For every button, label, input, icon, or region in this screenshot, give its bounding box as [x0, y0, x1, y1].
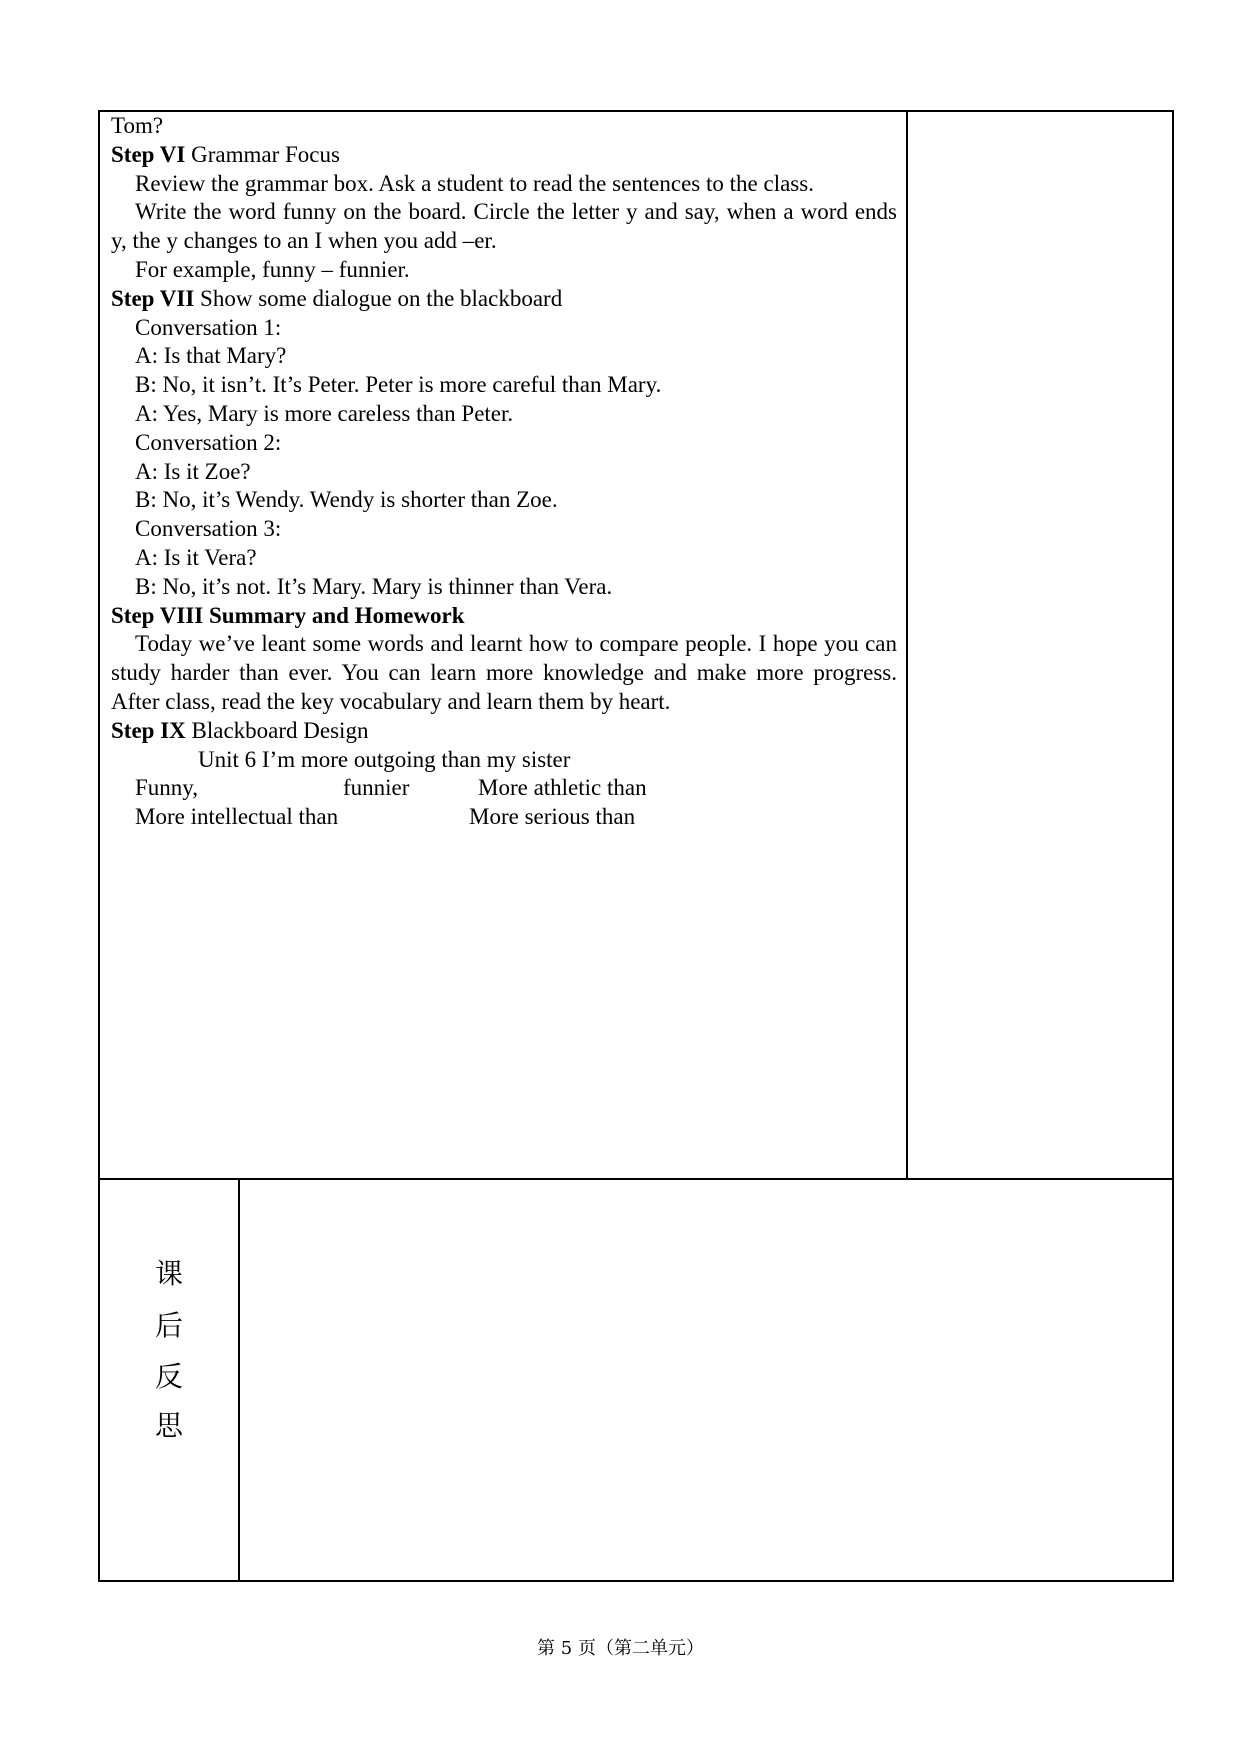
dialogue-line: B: No, it’s Wendy. Wendy is shorter than Zoe. [135, 487, 558, 513]
board-title: Unit 6 I’m more outgoing than my sister [198, 746, 571, 772]
dialogue-line: A: Is it Vera? [135, 544, 257, 570]
dialogue-line: B: No, it isn’t. It’s Peter. Peter is more careful than Mary. [135, 372, 662, 398]
step-heading [111, 285, 897, 314]
step-title: Blackboard Design [185, 717, 369, 743]
reflection-content-cell [240, 1180, 1174, 1582]
reflection-char-1: 课 [154, 1257, 183, 1290]
conversation-title: Conversation 3: [135, 516, 282, 542]
paragraph: For example, funny – funnier. [135, 256, 410, 282]
notes-cell [908, 110, 1174, 1180]
reflection-char-4: 思 [154, 1409, 183, 1442]
lesson-text [111, 112, 897, 832]
paragraph: Today we’ve leant some words and learnt how to compare people. I hope you can study harder than ever. You can learn more knowledge and make more progress. After class, read the key vocabulary and learn them by heart. [111, 631, 897, 714]
step-label: Step VII [111, 285, 195, 311]
dialogue-line: A: Is that Mary? [135, 343, 287, 369]
reflection-label-cell [98, 1180, 240, 1582]
dialogue-line: A: Yes, Mary is more careless than Peter. [135, 400, 514, 426]
board-row [111, 774, 897, 803]
step-label: Step IX [111, 717, 186, 743]
step-label: Step VI [111, 141, 186, 167]
paragraph: Review the grammar box. Ask a student to read the sentences to the class. [135, 170, 814, 196]
text-line: Tom? [111, 113, 164, 138]
board-row [111, 803, 897, 832]
board-item: More intellectual than [135, 804, 339, 830]
conversation-title: Conversation 2: [135, 429, 282, 455]
board-item: More athletic than [478, 775, 647, 801]
reflection-char-2: 后 [154, 1309, 183, 1342]
step-title: Grammar Focus [185, 141, 340, 167]
step-title: Show some dialogue on the blackboard [194, 285, 563, 311]
step-heading: Step VIII Summary and Homework [111, 602, 465, 628]
step-heading [111, 717, 897, 746]
board-item: funnier [343, 775, 410, 801]
step-heading [111, 141, 897, 170]
reflection-char-3: 反 [154, 1360, 183, 1393]
board-item: Funny, [135, 775, 199, 801]
board-item: More serious than [469, 804, 636, 830]
paragraph: Write the word funny on the board. Circle the letter y and say, when a word ends y, the y changes to an I when you add –er. [111, 199, 897, 254]
dialogue-line: B: No, it’s not. It’s Mary. Mary is thinner than Vera. [135, 573, 613, 599]
conversation-title: Conversation 1: [135, 314, 282, 340]
page-footer: 第 5 页（第二单元） [537, 1638, 704, 1659]
dialogue-line: A: Is it Zoe? [135, 458, 251, 484]
